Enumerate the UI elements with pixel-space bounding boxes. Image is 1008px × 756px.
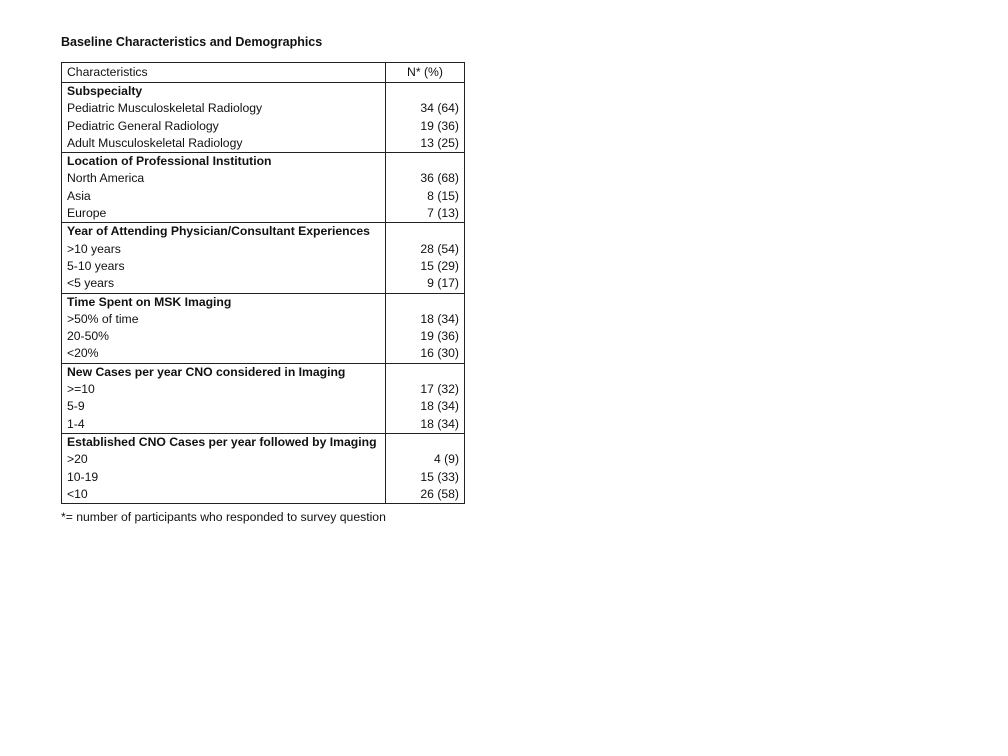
group-heading: Time Spent on MSK Imaging bbox=[62, 293, 386, 311]
row-value: 19 (36) bbox=[386, 118, 465, 135]
table-title: Baseline Characteristics and Demographics bbox=[61, 35, 323, 49]
row-label: >=10 bbox=[62, 381, 386, 398]
row-label: >20 bbox=[62, 451, 386, 468]
group-heading: Location of Professional Institution bbox=[62, 153, 386, 171]
table-row bbox=[62, 311, 465, 328]
table-footnote: *= number of participants who responded to survey question bbox=[61, 510, 386, 524]
group-heading-row bbox=[62, 293, 465, 311]
header-characteristics: Characteristics bbox=[62, 63, 386, 83]
group-heading-value bbox=[386, 363, 465, 381]
row-label: <10 bbox=[62, 486, 386, 504]
row-label: Pediatric Musculoskeletal Radiology bbox=[62, 100, 386, 117]
table-row bbox=[62, 205, 465, 223]
row-value: 16 (30) bbox=[386, 345, 465, 363]
row-value: 8 (15) bbox=[386, 188, 465, 205]
table-row bbox=[62, 416, 465, 434]
row-value: 15 (29) bbox=[386, 258, 465, 275]
row-label: 5-10 years bbox=[62, 258, 386, 275]
table-row bbox=[62, 275, 465, 293]
row-value: 4 (9) bbox=[386, 451, 465, 468]
row-label: Asia bbox=[62, 188, 386, 205]
row-label: 20-50% bbox=[62, 328, 386, 345]
group-heading: New Cases per year CNO considered in Imaging bbox=[62, 363, 386, 381]
table-row bbox=[62, 345, 465, 363]
row-label: <20% bbox=[62, 345, 386, 363]
table-row bbox=[62, 398, 465, 415]
group-heading-value bbox=[386, 83, 465, 101]
table-row bbox=[62, 170, 465, 187]
row-label: 1-4 bbox=[62, 416, 386, 434]
row-value: 34 (64) bbox=[386, 100, 465, 117]
row-value: 28 (54) bbox=[386, 241, 465, 258]
group-heading-value bbox=[386, 433, 465, 451]
row-label: <5 years bbox=[62, 275, 386, 293]
header-n-percent: N* (%) bbox=[386, 63, 465, 83]
row-label: Pediatric General Radiology bbox=[62, 118, 386, 135]
baseline-characteristics-table bbox=[61, 62, 465, 504]
group-heading-row bbox=[62, 153, 465, 171]
row-label: 5-9 bbox=[62, 398, 386, 415]
row-value: 18 (34) bbox=[386, 416, 465, 434]
table-header-row bbox=[62, 63, 465, 83]
table-row bbox=[62, 469, 465, 486]
row-label: >10 years bbox=[62, 241, 386, 258]
row-value: 36 (68) bbox=[386, 170, 465, 187]
row-value: 13 (25) bbox=[386, 135, 465, 153]
row-value: 26 (58) bbox=[386, 486, 465, 504]
table-row bbox=[62, 381, 465, 398]
table-row bbox=[62, 241, 465, 258]
row-label: Europe bbox=[62, 205, 386, 223]
table-row bbox=[62, 486, 465, 504]
table-row bbox=[62, 188, 465, 205]
group-heading: Year of Attending Physician/Consultant Experiences bbox=[62, 223, 386, 241]
row-value: 18 (34) bbox=[386, 398, 465, 415]
row-value: 15 (33) bbox=[386, 469, 465, 486]
group-heading: Established CNO Cases per year followed by Imaging bbox=[62, 433, 386, 451]
row-label: 10-19 bbox=[62, 469, 386, 486]
group-heading-value bbox=[386, 153, 465, 171]
group-heading-row bbox=[62, 223, 465, 241]
group-heading-row bbox=[62, 83, 465, 101]
row-value: 19 (36) bbox=[386, 328, 465, 345]
table-row bbox=[62, 118, 465, 135]
row-label: Adult Musculoskeletal Radiology bbox=[62, 135, 386, 153]
row-label: North America bbox=[62, 170, 386, 187]
group-heading-row bbox=[62, 433, 465, 451]
group-heading-value bbox=[386, 293, 465, 311]
row-label: >50% of time bbox=[62, 311, 386, 328]
row-value: 17 (32) bbox=[386, 381, 465, 398]
group-heading-value bbox=[386, 223, 465, 241]
group-heading: Subspecialty bbox=[62, 83, 386, 101]
table-body bbox=[62, 83, 465, 504]
row-value: 9 (17) bbox=[386, 275, 465, 293]
row-value: 18 (34) bbox=[386, 311, 465, 328]
row-value: 7 (13) bbox=[386, 205, 465, 223]
table-row bbox=[62, 135, 465, 153]
table-row bbox=[62, 100, 465, 117]
table-row bbox=[62, 328, 465, 345]
table-row bbox=[62, 451, 465, 468]
group-heading-row bbox=[62, 363, 465, 381]
table-row bbox=[62, 258, 465, 275]
